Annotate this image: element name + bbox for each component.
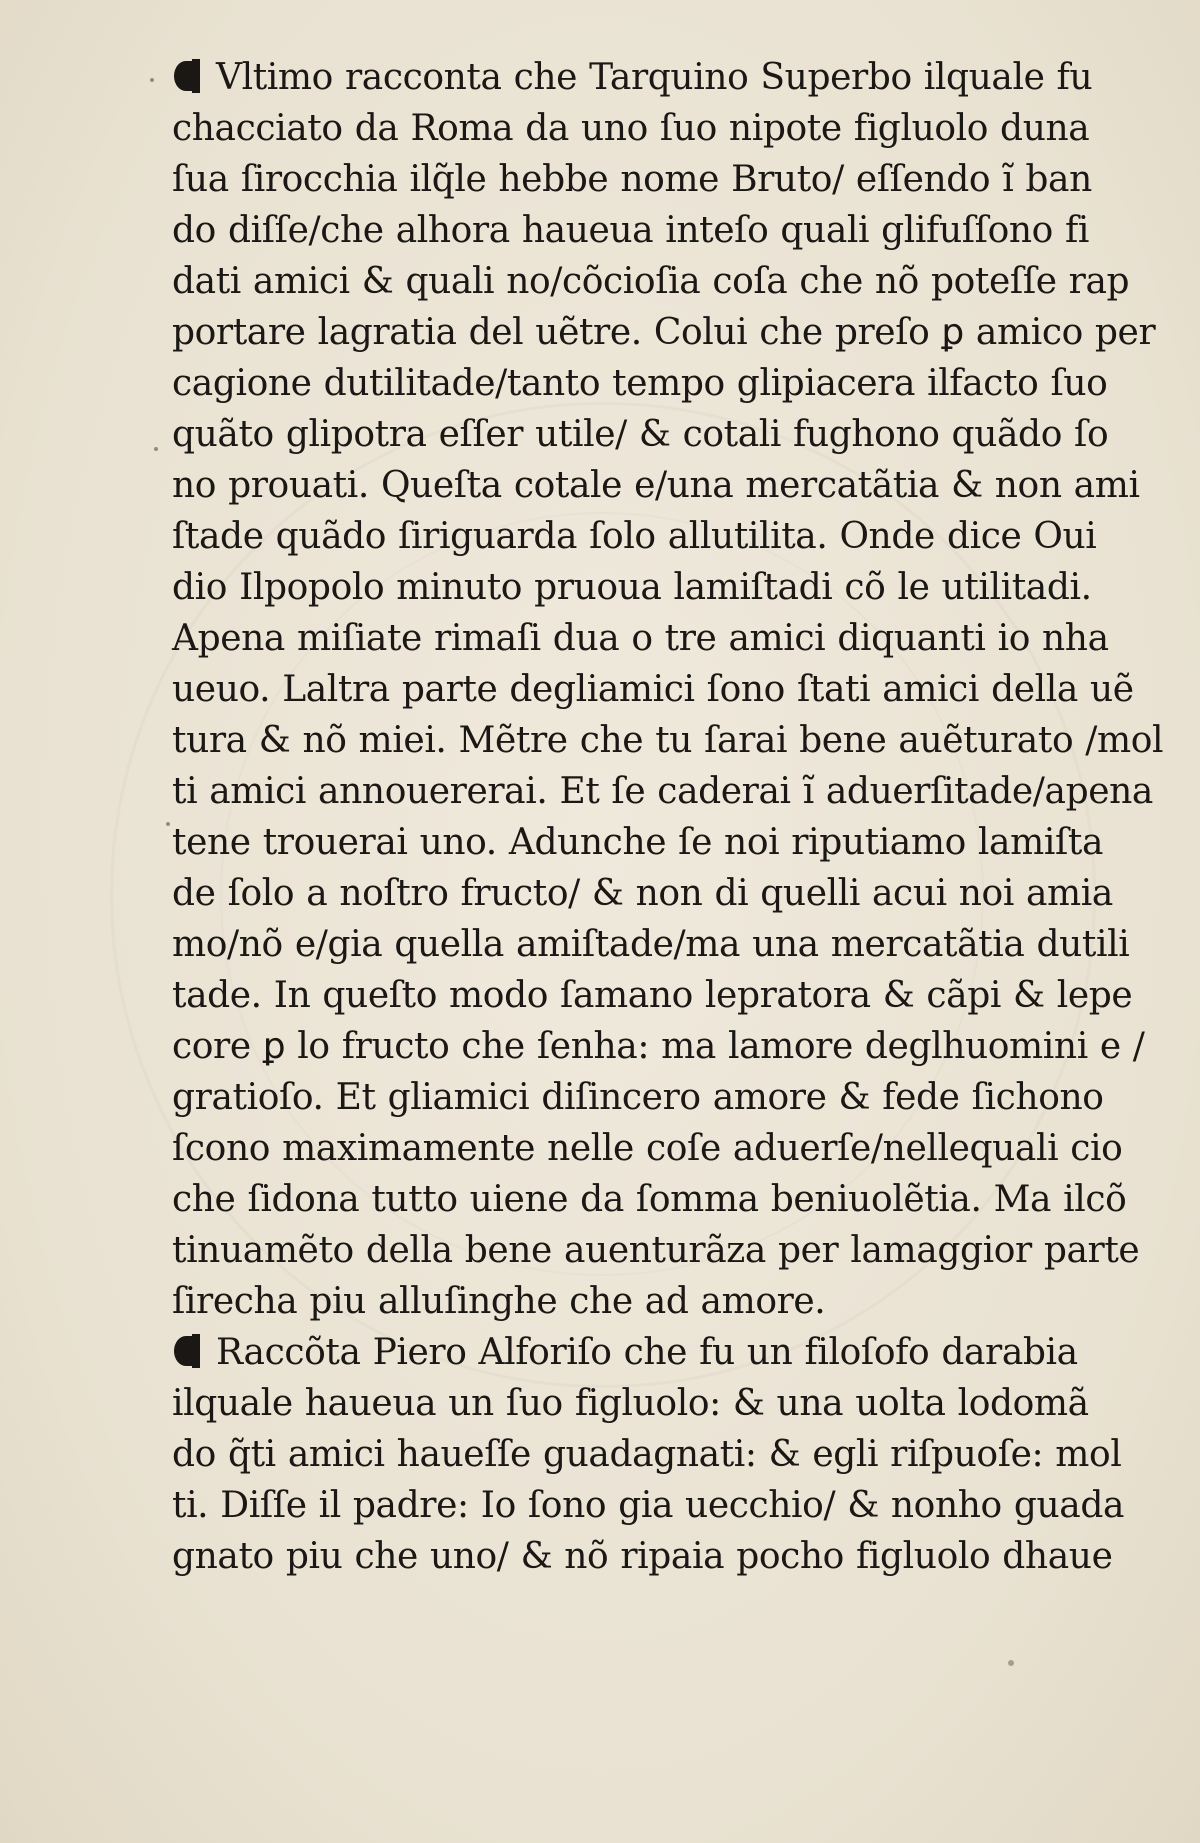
text-line: gnato piu che uno/ & nõ ripaia pocho figluolo dhaue <box>172 1536 1113 1577</box>
pilcrow-icon <box>172 1334 206 1368</box>
text-line: de ſolo a noſtro fructo/ & non di quelli acui noi amia <box>172 873 1113 914</box>
text-line: tura & nõ miei. Mẽtre che tu ſarai bene auẽturato /mol <box>172 720 1164 761</box>
line-text: Vltimo racconta che Tarquino Superbo ilquale fu <box>216 57 1093 98</box>
text-line: chacciato da Roma da uno ſuo nipote figluolo duna <box>172 108 1090 149</box>
text-line: ti. Diſſe il padre: Io ſono gia uecchio/ & nonho guada <box>172 1485 1125 1526</box>
text-line: portare lagratia del uẽtre. Colui che preſo ꝑ amico per <box>172 312 1156 353</box>
text-line: quãto glipotra eſſer utile/ & cotali fughono quãdo ſo <box>172 414 1109 455</box>
text-line: core ꝑ lo fructo che ſenha: ma lamore deglhuomini e / <box>172 1026 1145 1067</box>
pilcrow-icon <box>172 59 206 93</box>
text-line: mo/nõ e/gia quella amiſtade/ma una mercatãtia dutili <box>172 924 1130 965</box>
text-line <box>172 52 1112 103</box>
text-line: ti amici annouererai. Et ſe caderai ĩ aduerſitade/apena <box>172 771 1153 812</box>
text-line: dio Ilpopolo minuto pruoua lamiſtadi cõ le utilitadi. <box>172 567 1092 608</box>
text-line: ſirecha piu alluſinghe che ad amore. <box>172 1281 826 1322</box>
text-line: tinuamẽto della bene auenturãza per lamaggior parte <box>172 1230 1140 1271</box>
text-line: Apena miſiate rimaſi dua o tre amici diquanti io nha <box>172 618 1109 659</box>
text-line: gratioſo. Et gliamici diſincero amore & fede ſichono <box>172 1077 1104 1118</box>
text-line: ſcono maximamente nelle coſe aduerſe/nellequali cio <box>172 1128 1123 1169</box>
text-line: tade. In queſto modo ſamano lepratora & cãpi & lepe <box>172 975 1133 1016</box>
margin-dot <box>154 447 158 451</box>
text-line: cagione dutilitade/tanto tempo glipiacera ilfacto ſuo <box>172 363 1108 404</box>
text-line: dati amici & quali no/cõcioſia coſa che nõ poteſſe rap <box>172 261 1130 302</box>
text-line: ſua ſirocchia ilq̃le hebbe nome Bruto/ eſſendo ĩ ban <box>172 159 1092 200</box>
folio-mark <box>1008 1660 1014 1666</box>
text-line: che ſidona tutto uiene da ſomma beniuolẽtia. Ma ilcõ <box>172 1179 1127 1220</box>
text-line: no prouati. Queſta cotale e/una mercatãtia & non ami <box>172 465 1140 506</box>
text-line: do q̃ti amici haueſſe guadagnati: & egli riſpuoſe: mol <box>172 1434 1122 1475</box>
margin-dot <box>150 78 154 82</box>
text-line: ilquale haueua un ſuo figluolo: & una uolta lodomã <box>172 1383 1089 1424</box>
text-line: tene trouerai uno. Adunche ſe noi riputiamo lamiſta <box>172 822 1104 863</box>
paragraph-1 <box>172 52 1164 1327</box>
text-line <box>172 1327 1112 1378</box>
margin-dot <box>166 822 170 826</box>
text-line: ueuo. Laltra parte degliamici ſono ſtati amici della uẽ <box>172 669 1134 710</box>
text-block <box>172 52 1164 1582</box>
paragraph-2 <box>172 1327 1125 1582</box>
line-text: Raccõta Piero Alforiſo che fu un filoſofo darabia <box>216 1332 1078 1373</box>
text-line: do diſſe/che alhora haueua inteſo quali glifuſſono fi <box>172 210 1090 251</box>
text-line: ſtade quãdo ſiriguarda ſolo allutilita. Onde dice Oui <box>172 516 1097 557</box>
